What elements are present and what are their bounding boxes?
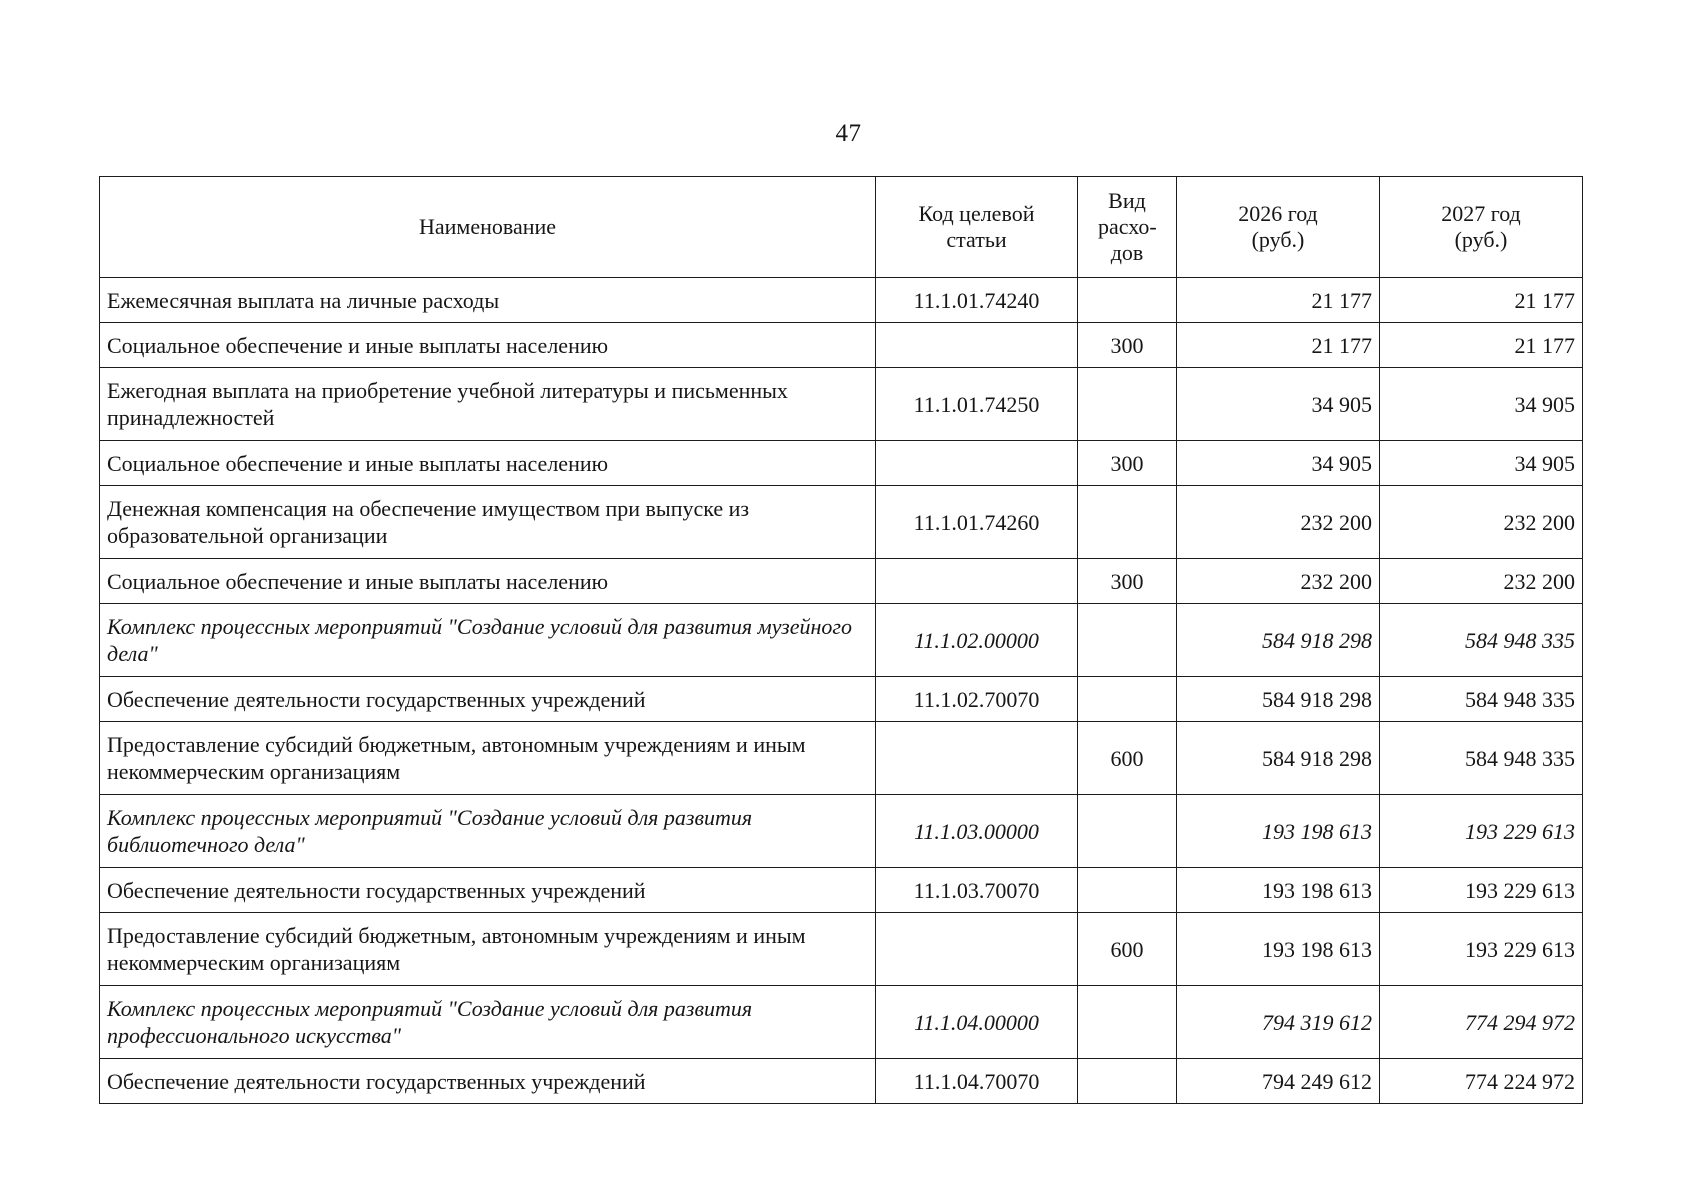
page-number: 47 xyxy=(835,120,862,147)
row-amount-2027: 21 177 xyxy=(1380,278,1583,323)
row-amount-2026: 21 177 xyxy=(1177,278,1380,323)
header-2027: 2027 год (руб.) xyxy=(1380,177,1583,278)
row-amount-2026: 232 200 xyxy=(1177,486,1380,559)
row-amount-2027: 232 200 xyxy=(1380,486,1583,559)
header-name: Наименование xyxy=(100,177,876,278)
table-row xyxy=(100,913,1583,986)
row-amount-2026: 794 249 612 xyxy=(1177,1059,1380,1104)
row-kind xyxy=(1078,368,1177,441)
row-code xyxy=(876,559,1078,604)
row-kind: 300 xyxy=(1078,441,1177,486)
row-amount-2026: 34 905 xyxy=(1177,368,1380,441)
row-amount-2027: 34 905 xyxy=(1380,441,1583,486)
row-kind: 300 xyxy=(1078,323,1177,368)
table-row xyxy=(100,486,1583,559)
table-row xyxy=(100,1059,1583,1104)
row-amount-2026: 21 177 xyxy=(1177,323,1380,368)
row-code: 11.1.01.74240 xyxy=(876,278,1078,323)
row-amount-2026: 584 918 298 xyxy=(1177,677,1380,722)
row-amount-2027: 774 224 972 xyxy=(1380,1059,1583,1104)
row-name: Ежегодная выплата на приобретение учебной литературы и письменных принадлежностей xyxy=(100,368,876,441)
table-row xyxy=(100,323,1583,368)
row-name: Обеспечение деятельности государственных учреждений xyxy=(100,1059,876,1104)
row-code xyxy=(876,913,1078,986)
table-row xyxy=(100,278,1583,323)
header-2026: 2026 год (руб.) xyxy=(1177,177,1380,278)
table-row xyxy=(100,441,1583,486)
row-name: Комплекс процессных мероприятий "Создание условий для развития музейного дела" xyxy=(100,604,876,677)
row-name: Обеспечение деятельности государственных учреждений xyxy=(100,868,876,913)
row-amount-2027: 584 948 335 xyxy=(1380,677,1583,722)
table-row xyxy=(100,559,1583,604)
row-code: 11.1.01.74260 xyxy=(876,486,1078,559)
row-amount-2027: 193 229 613 xyxy=(1380,913,1583,986)
table-header-row xyxy=(100,177,1583,278)
row-amount-2027: 584 948 335 xyxy=(1380,722,1583,795)
row-kind xyxy=(1078,486,1177,559)
row-amount-2026: 193 198 613 xyxy=(1177,795,1380,868)
row-kind xyxy=(1078,278,1177,323)
row-amount-2027: 232 200 xyxy=(1380,559,1583,604)
table-row xyxy=(100,795,1583,868)
row-amount-2026: 584 918 298 xyxy=(1177,722,1380,795)
row-name: Комплекс процессных мероприятий "Создание условий для развития библиотечного дела" xyxy=(100,795,876,868)
row-kind xyxy=(1078,1059,1177,1104)
row-amount-2026: 584 918 298 xyxy=(1177,604,1380,677)
row-amount-2027: 584 948 335 xyxy=(1380,604,1583,677)
header-kind: Вид расхо-дов xyxy=(1078,177,1177,278)
row-name: Социальное обеспечение и иные выплаты населению xyxy=(100,559,876,604)
table-row xyxy=(100,604,1583,677)
row-name: Предоставление субсидий бюджетным, автономным учреждениям и иным некоммерческим организациям xyxy=(100,913,876,986)
table-row xyxy=(100,868,1583,913)
table-row xyxy=(100,677,1583,722)
row-code xyxy=(876,323,1078,368)
row-kind xyxy=(1078,795,1177,868)
budget-table xyxy=(99,176,1583,1104)
row-kind xyxy=(1078,604,1177,677)
row-name: Комплекс процессных мероприятий "Создание условий для развития профессионального искусства" xyxy=(100,986,876,1059)
row-code: 11.1.04.00000 xyxy=(876,986,1078,1059)
row-kind xyxy=(1078,868,1177,913)
row-amount-2027: 34 905 xyxy=(1380,368,1583,441)
row-code: 11.1.03.70070 xyxy=(876,868,1078,913)
row-code: 11.1.04.70070 xyxy=(876,1059,1078,1104)
row-amount-2026: 193 198 613 xyxy=(1177,913,1380,986)
row-code: 11.1.02.00000 xyxy=(876,604,1078,677)
table-row xyxy=(100,986,1583,1059)
row-code: 11.1.03.00000 xyxy=(876,795,1078,868)
row-name: Социальное обеспечение и иные выплаты населению xyxy=(100,323,876,368)
table-row xyxy=(100,722,1583,795)
row-name: Предоставление субсидий бюджетным, автономным учреждениям и иным некоммерческим организациям xyxy=(100,722,876,795)
table-row xyxy=(100,368,1583,441)
row-amount-2026: 34 905 xyxy=(1177,441,1380,486)
row-code xyxy=(876,722,1078,795)
header-code: Код целевой статьи xyxy=(876,177,1078,278)
row-amount-2027: 193 229 613 xyxy=(1380,868,1583,913)
row-amount-2026: 794 319 612 xyxy=(1177,986,1380,1059)
row-amount-2026: 193 198 613 xyxy=(1177,868,1380,913)
row-code: 11.1.01.74250 xyxy=(876,368,1078,441)
row-amount-2026: 232 200 xyxy=(1177,559,1380,604)
row-kind: 300 xyxy=(1078,559,1177,604)
row-code: 11.1.02.70070 xyxy=(876,677,1078,722)
row-name: Денежная компенсация на обеспечение имуществом при выпуске из образовательной организации xyxy=(100,486,876,559)
row-kind: 600 xyxy=(1078,722,1177,795)
row-amount-2027: 21 177 xyxy=(1380,323,1583,368)
row-name: Социальное обеспечение и иные выплаты населению xyxy=(100,441,876,486)
row-amount-2027: 193 229 613 xyxy=(1380,795,1583,868)
row-kind: 600 xyxy=(1078,913,1177,986)
row-code xyxy=(876,441,1078,486)
row-kind xyxy=(1078,677,1177,722)
row-name: Обеспечение деятельности государственных учреждений xyxy=(100,677,876,722)
row-name: Ежемесячная выплата на личные расходы xyxy=(100,278,876,323)
row-kind xyxy=(1078,986,1177,1059)
row-amount-2027: 774 294 972 xyxy=(1380,986,1583,1059)
